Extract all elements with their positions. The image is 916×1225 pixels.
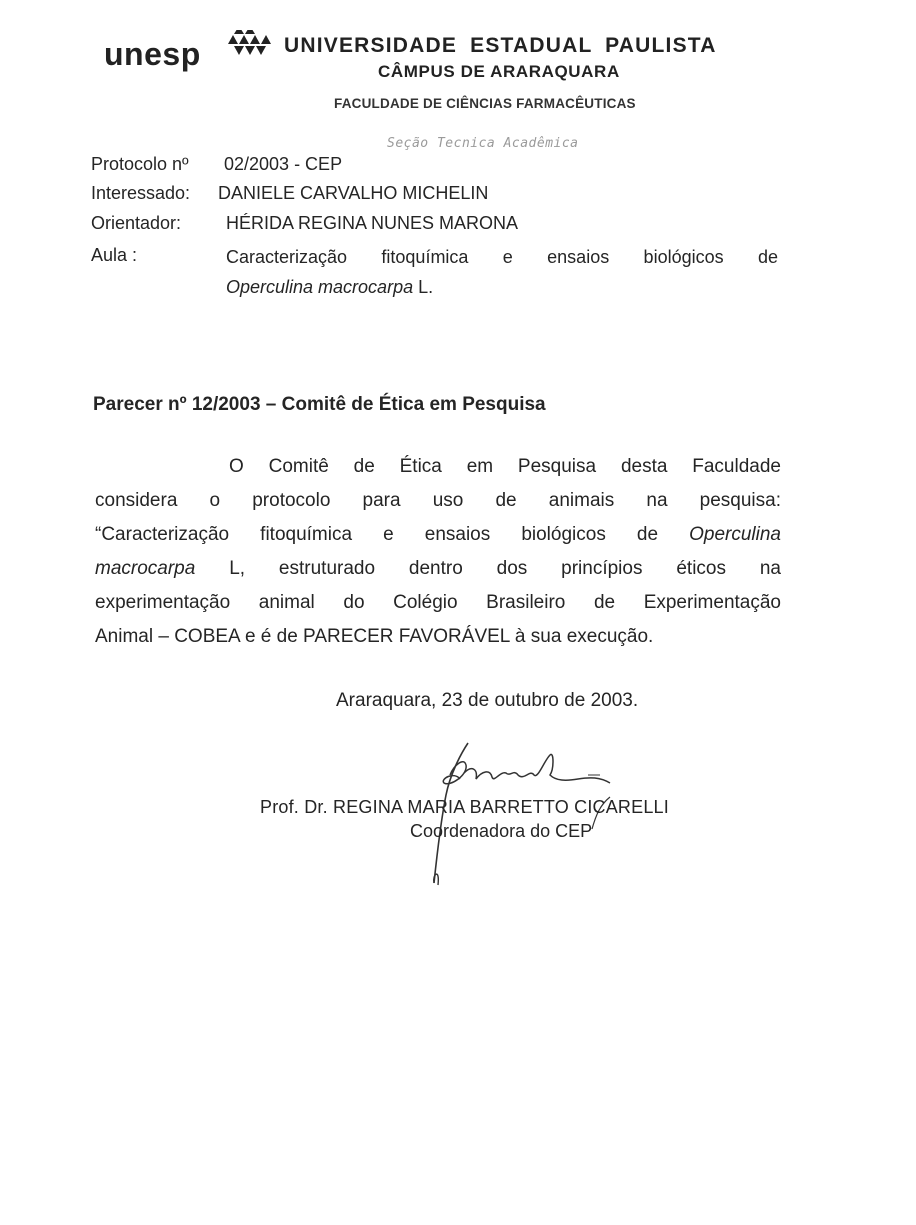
campus-name: CÂMPUS DE ARARAQUARA xyxy=(378,62,620,81)
protocolo-label: Protocolo nº xyxy=(91,154,189,174)
orientador-value: HÉRIDA REGINA NUNES MARONA xyxy=(226,213,519,233)
body-line-3 xyxy=(95,518,781,552)
body-line-4-species: macrocarpa xyxy=(95,558,196,579)
aula-species: Operculina macrocarpa xyxy=(226,277,414,297)
aula-label: Aula : xyxy=(91,245,138,265)
protocolo-value: 02/2003 - CEP xyxy=(224,154,343,174)
orientador-label: Orientador: xyxy=(91,213,182,233)
faculty-name: FACULDADE DE CIÊNCIAS FARMACÊUTICAS xyxy=(334,96,636,111)
unesp-logo-text: unesp xyxy=(104,36,201,72)
body-line-3-species: Operculina xyxy=(689,524,781,545)
section-stamp: Seção Tecnica Acadêmica xyxy=(387,136,579,151)
interessado-value: DANIELE CARVALHO MICHELIN xyxy=(218,183,489,203)
interessado-label: Interessado: xyxy=(91,183,191,203)
body-line-6: Animal – COBEA e é de PARECER FAVORÁVEL à sua execução. xyxy=(95,626,654,647)
body-line-4-text: L, estruturado dentro dos princípios éticos na xyxy=(195,558,781,579)
signer-role: Coordenadora do CEP xyxy=(410,821,593,841)
aula-value-line2 xyxy=(226,272,778,302)
aula-suffix: L. xyxy=(413,277,434,297)
signer-name: Prof. Dr. REGINA MARIA BARRETTO CICARELLI xyxy=(260,797,669,817)
aula-value-line1: Caracterização fitoquímica e ensaios biológicos de xyxy=(226,247,778,267)
body-line-2: considera o protocolo para uso de animais na pesquisa: xyxy=(95,490,781,511)
body-line-5: experimentação animal do Colégio Brasileiro de Experimentação xyxy=(95,592,781,613)
body-line-4 xyxy=(95,552,781,586)
unesp-logo-icon xyxy=(226,30,272,60)
parecer-body xyxy=(95,450,781,654)
university-name: UNIVERSIDADE ESTADUAL PAULISTA xyxy=(284,34,717,57)
body-line-1: O Comitê de Ética em Pesquisa desta Faculdade xyxy=(229,456,781,477)
aula-value xyxy=(226,242,778,302)
parecer-title: Parecer nº 12/2003 – Comitê de Ética em Pesquisa xyxy=(93,394,546,415)
place-date: Araraquara, 23 de outubro de 2003. xyxy=(336,690,639,711)
body-line-3-text: “Caracterização fitoquímica e ensaios biológicos de xyxy=(95,524,690,545)
